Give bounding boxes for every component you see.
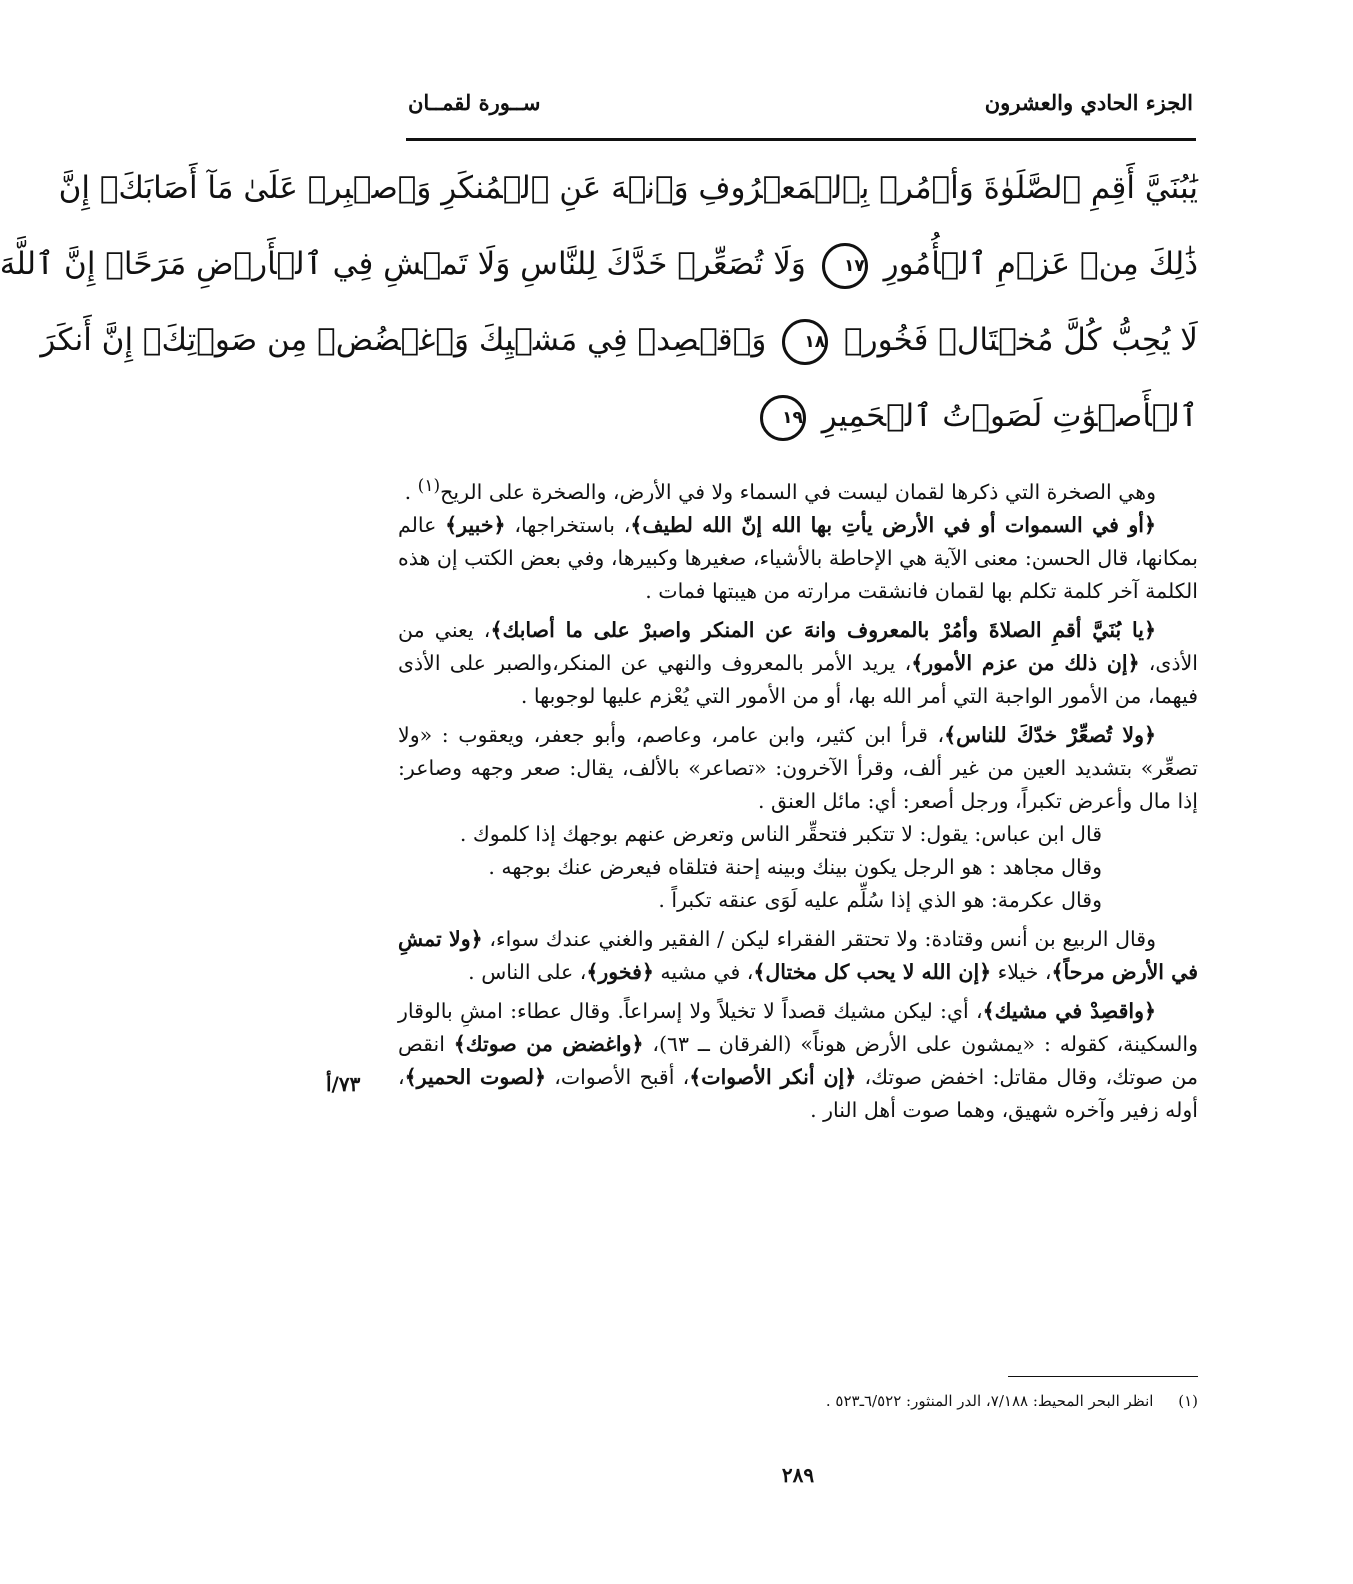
verse-quote: ﴿إن ذلك من عزم الأمور﴾ [911, 650, 1140, 675]
verse-quote: ﴿ولا تمشِ في الأرض مرحاً﴾ [398, 926, 1198, 984]
paragraph-5 [398, 818, 1156, 851]
text: ، خيلاء [991, 959, 1052, 984]
verse-text: وَٱقۡصِدۡ فِي مَشۡيِكَ وَٱغۡضُضۡ مِن صَوۡتِكَۚ إِنَّ أَنكَرَ [40, 322, 767, 358]
footnote-ref[interactable]: (١) [417, 476, 441, 496]
paragraph-9 [398, 995, 1198, 1127]
text: عالم بمكانها، قال الحسن: معنى الآية هي الإحاطة بالأشياء، صغيرها وكبيرها، وفي بعض الكتب إن هذه الكلمة آخر كلمة تكلم بها لقمان فانشقت مرارته من هيبتها فمات . [398, 512, 1198, 603]
verse-line-1 [58, 150, 1198, 226]
verse-quote: ﴿إن الله لا يحب كل مختال﴾ [753, 959, 992, 984]
verse-quote: ﴿أو في السموات أو في الأرض يأتِ بها الله إنّ الله لطيف﴾ [630, 512, 1156, 537]
text: ، يريد الأمر بالمعروف والنهي عن المنكر،والصبر على الأذى فيهما، من الأمور الواجبة التي أمر الله بها، أو من الأمور التي يُعْزم عليها لوجوبها . [398, 650, 1198, 708]
text: وقال عكرمة: هو الذي إذا سُلِّم عليه لَوَى عنقه تكبراً . [658, 887, 1102, 912]
verse-line-4 [398, 378, 1198, 454]
paragraph-2 [398, 509, 1198, 608]
running-header [408, 86, 1193, 126]
footnote [826, 1392, 1198, 1410]
verse-quote: ﴿خبير﴾ [445, 512, 506, 537]
tafsir-commentary [398, 470, 1198, 1127]
ayah-number-17: ١٧ [822, 243, 868, 289]
footnote-rule [1008, 1376, 1198, 1377]
paragraph-3 [398, 614, 1198, 713]
text: ، أوله زفير وآخره شهيق، وهما صوت أهل النار . [398, 1064, 1198, 1122]
text: وهي الصخرة التي ذكرها لقمان ليست في السماء ولا في الأرض، والصخرة على الريح [440, 479, 1156, 504]
part-title: الجزء الحادي والعشرون [984, 90, 1193, 115]
verse-text: لَا يُحِبُّ كُلَّ مُخۡتَالٖ فَخُورٖ [844, 322, 1198, 358]
text: وقال مجاهد : هو الرجل يكون بينك وبينه إحنة فتلقاه فيعرض عنك بوجهه . [488, 854, 1102, 879]
paragraph-4 [398, 719, 1198, 818]
text: ، يعني من الأذى، [398, 617, 1198, 675]
text: ، في مشيه [653, 959, 754, 984]
footnote-text: انظر البحر المحيط: ٧/١٨٨، الدر المنثور: ٦/٥٢٢ـ٥٢٣ . [825, 1392, 1154, 1410]
verse-quote: ﴿لصوت الحمير﴾ [404, 1064, 546, 1089]
verse-line-3 [40, 302, 1198, 378]
ayah-number-19: ١٩ [760, 395, 806, 441]
text: قال ابن عباس: يقول: لا تتكبر فتحقِّر الناس وتعرض عنهم بوجهك إذا كلموك . [459, 821, 1102, 846]
paragraph-1 [398, 470, 1198, 509]
surah-title: ســورة لقمــان [408, 90, 541, 115]
text: ، أي: ليكن مشيك قصداً لا تخيلاً ولا إسراعاً. وقال عطاء: امشِ بالوقار والسكينة، كقوله : «يمشون على الأرض هوناً» (الفرقان ــ ٦٣)، [398, 998, 1198, 1056]
ayah-number-18: ١٨ [782, 319, 828, 365]
text: انقص من صوتك، وقال مقاتل: اخفض صوتك، [398, 1031, 1198, 1089]
text: ، قرأ ابن كثير، وابن عامر، وعاصم، وأبو جعفر، ويعقوب : «ولا تصعِّر» بتشديد العين من غير ألف، وقرأ الآخرون: «تصاعر» بالألف، يقال: صعر وجهه وصاعر: إذا مال وأعرض تكبراً، ورجل أصعر: أي: مائل العنق . [398, 722, 1198, 813]
paragraph-8 [398, 923, 1198, 989]
text: وقال الربيع بن أنس وقتادة: ولا تحتقر الفقراء ليكن / الفقير والغني عندك سواء، [482, 926, 1156, 951]
page-number: ٢٨٩ [781, 1463, 815, 1487]
verse-text: يَٰبُنَيَّ أَقِمِ ٱلصَّلَوٰةَ وَأۡمُرۡ بِٱلۡمَعۡرُوفِ وَٱنۡهَ عَنِ ٱلۡمُنكَرِ وَٱصۡبِرۡ عَلَىٰ مَآ أَصَابَكَۖ إِنَّ [58, 170, 1198, 206]
paragraph-6 [398, 851, 1156, 884]
text: . [404, 479, 418, 504]
text: ، أقبح الأصوات، [545, 1064, 690, 1089]
verse-text: ٱلۡأَصۡوَٰتِ لَصَوۡتُ ٱلۡحَمِيرِ [821, 398, 1198, 434]
verse-quote: ﴿ولا تُصعِّرْ خدّكَ للناس﴾ [944, 722, 1156, 747]
text: ، باستخراجها، [505, 512, 631, 537]
verse-quote: ﴿واغضض من صوتك﴾ [453, 1031, 644, 1056]
footnote-number: (١) [1178, 1392, 1198, 1410]
paragraph-7 [398, 884, 1156, 917]
verse-quote: ﴿إن أنكر الأصوات﴾ [689, 1064, 857, 1089]
verse-line-2 [0, 226, 1198, 302]
text: ، على الناس . [468, 959, 587, 984]
verse-text: ذَٰلِكَ مِنۡ عَزۡمِ ٱلۡأُمُورِ [883, 246, 1198, 282]
verse-quote: ﴿فخور﴾ [586, 959, 654, 984]
verse-text: وَلَا تُصَعِّرۡ خَدَّكَ لِلنَّاسِ وَلَا تَمۡشِ فِي ٱلۡأَرۡضِ مَرَحًاۖ إِنَّ ٱللَّهَ [0, 246, 806, 282]
verse-quote: ﴿واقصِدْ في مشيك﴾ [982, 998, 1156, 1023]
verse-quote: ﴿يا بُنَيَّ أقمِ الصلاةَ وأمُرْ بالمعروف وانهَ عن المنكر واصبرْ على ما أصابك﴾ [490, 617, 1156, 642]
manuscript-folio-note: ٧٣/أ [326, 1072, 361, 1096]
quran-verses [0, 150, 1198, 454]
header-rule [406, 138, 1196, 141]
